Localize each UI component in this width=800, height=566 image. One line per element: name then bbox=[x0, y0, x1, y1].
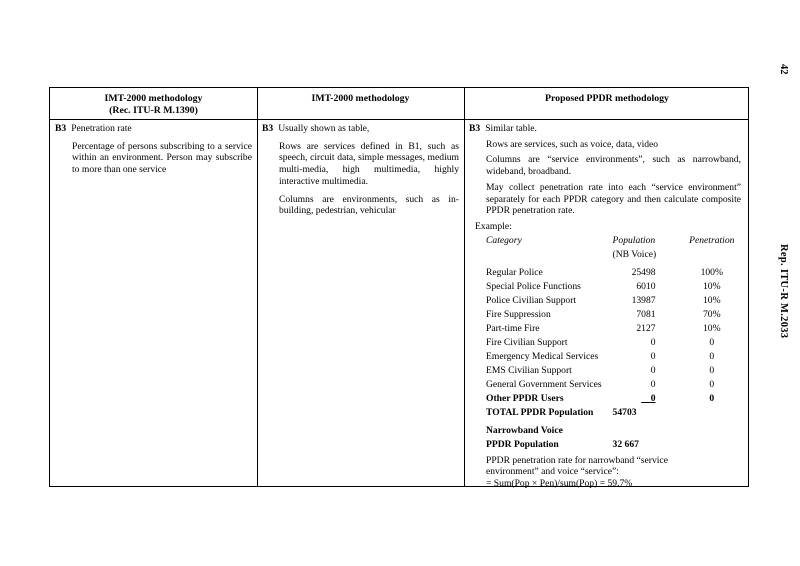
cell-imt2000-rec bbox=[55, 123, 252, 176]
column-divider bbox=[257, 88, 258, 486]
header-divider bbox=[50, 119, 748, 120]
total-row: TOTAL PPDR Population 54703 bbox=[486, 406, 637, 418]
table-row: Fire Suppression 7081 70% bbox=[486, 308, 721, 320]
table-row: EMS Civilian Support 0 0 bbox=[486, 364, 715, 376]
cell-imt2000 bbox=[262, 123, 459, 217]
table-row: Special Police Functions 6010 10% bbox=[486, 280, 721, 292]
columns-description: Columns are “service environments”, such as narrowband, wideband, broadband. bbox=[486, 154, 741, 178]
description: Percentage of persons subscribing to a service within an environment. Person may subscribe to more than one service bbox=[72, 140, 252, 176]
cell-ppdr bbox=[469, 123, 741, 490]
rows-description: Rows are services, such as voice, data, video bbox=[486, 138, 659, 150]
rows-description: Rows are services defined in B1, such as speech, circuit data, simple messages, medium multi-media, high multimedia, highly interactive multimedia. bbox=[279, 140, 459, 187]
table-row: Fire Civilian Support 0 0 bbox=[486, 336, 715, 348]
example-label: Example: bbox=[475, 220, 512, 232]
table-unit-row bbox=[486, 249, 740, 263]
table-row: Police Civilian Support 13987 10% bbox=[486, 294, 721, 306]
column-divider bbox=[464, 88, 465, 486]
header-population: Population bbox=[612, 234, 656, 246]
table-row: Other PPDR Users 0 0 bbox=[486, 392, 715, 404]
item-code: B3 bbox=[55, 123, 67, 134]
table-row: Part-time Fire 2127 10% bbox=[486, 322, 721, 334]
columns-description: Columns are environments, such as in-building, pedestrian, vehicular bbox=[279, 193, 459, 217]
item-code: B3 bbox=[262, 123, 274, 134]
item-code: B3 bbox=[469, 123, 481, 134]
table-row: Regular Police 25498 100% bbox=[486, 266, 723, 278]
methodology-table bbox=[49, 87, 749, 490]
underlined-value: 0 bbox=[650, 392, 656, 404]
penetration-formula-note: PPDR penetration rate for narrowband “service environment” and voice “service”: = Sum(Pop × Pen)/sum(Pop) = 59.7% bbox=[486, 454, 668, 490]
column-header-imt2000-rec: IMT-2000 methodology (Rec. ITU-R M.1390) bbox=[104, 93, 203, 116]
header-category: Category bbox=[486, 234, 522, 246]
table-header-row bbox=[486, 235, 740, 249]
item-title: Penetration rate bbox=[71, 123, 132, 134]
item-heading bbox=[262, 123, 459, 135]
column-header-imt2000: IMT-2000 methodology bbox=[311, 93, 410, 104]
column-header-ppdr: Proposed PPDR methodology bbox=[545, 93, 669, 104]
report-identifier: Rep. ITU-R M.2033 bbox=[777, 244, 789, 339]
item-title: Usually shown as table, bbox=[278, 123, 370, 134]
page-number: 42 bbox=[777, 64, 789, 75]
header-penetration: Penetration bbox=[689, 234, 735, 246]
narrowband-row: Narrowband Voice bbox=[486, 424, 563, 436]
narrowband-row: PPDR Population 32 667 bbox=[486, 438, 639, 450]
table-row: Emergency Medical Services 0 0 bbox=[486, 350, 715, 362]
table-row: General Government Services 0 0 bbox=[486, 378, 715, 390]
collection-description: May collect penetration rate into each “service environment” separately for each PPDR category and then calculate composite PPDR penetration rate. bbox=[486, 181, 741, 217]
item-heading bbox=[469, 123, 741, 135]
item-title: Similar table. bbox=[485, 123, 537, 134]
population-unit: (NB Voice) bbox=[612, 248, 657, 260]
penetration-example-table bbox=[486, 235, 740, 453]
item-heading bbox=[55, 123, 252, 135]
